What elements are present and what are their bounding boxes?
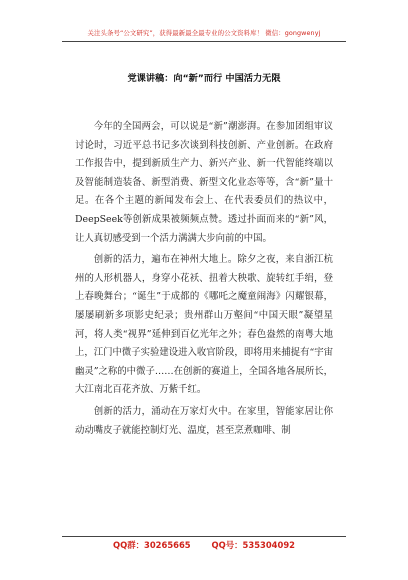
footer-divider <box>62 536 346 537</box>
document-body <box>75 118 333 443</box>
document-title: 党课讲稿：向“新”而行 中国活力无限 <box>127 73 281 84</box>
footer-qq-group: QQ群：30265665 <box>113 540 191 550</box>
paragraph: 今年的全国两会，可以说是“新”潮澎湃。在参加团组审议讨论时，习近平总书记多次谈到科技创新、产业创新。在政府工作报告中，提到新质生产力、新兴产业、新一代智能终端以及智能制造装备、新型消费、新型文化业态等等，含“新”量十足。在各个主题的新闻发布会上、在代表委员们的热议中，DeepSeek等创新成果被频频点赞。透过扑面而来的“新”风，让人真切感受到一个活力满满大步向前的中国。 <box>75 121 333 244</box>
header-divider <box>62 41 346 42</box>
footer-qq-number: QQ号：535304092 <box>211 540 295 550</box>
header-banner: 关注头条号“公文研究”，获得最新最全最专业的公文资料库！ 微信：gongwenyj <box>87 29 321 37</box>
paragraph: 创新的活力，涌动在万家灯火中。在家里，智能家居让你动动嘴皮子就能控制灯光、温度，甚至烹煮咖啡、制 <box>75 405 333 436</box>
footer-contact <box>0 539 408 551</box>
paragraph: 创新的活力，遍布在神州大地上。除夕之夜，来自浙江杭州的人形机器人，身穿小花袄、扭着大秧歌、旋转红手绢，登上春晚舞台；“诞生”于成都的《哪吒之魔童闹海》闪耀银幕，屡屡刷新多项影史纪录；贵州群山万壑间“中国天眼”凝望星河，将人类“视界”延伸到百亿光年之外；春色盎然的南粤大地上，江门中微子实验建设进入收官阶段，即将用来捕捉有“宇宙幽灵”之称的中微子……在创新的赛道上，全国各地各展所长，大江南北百花齐放、万紫千红。 <box>75 254 333 396</box>
